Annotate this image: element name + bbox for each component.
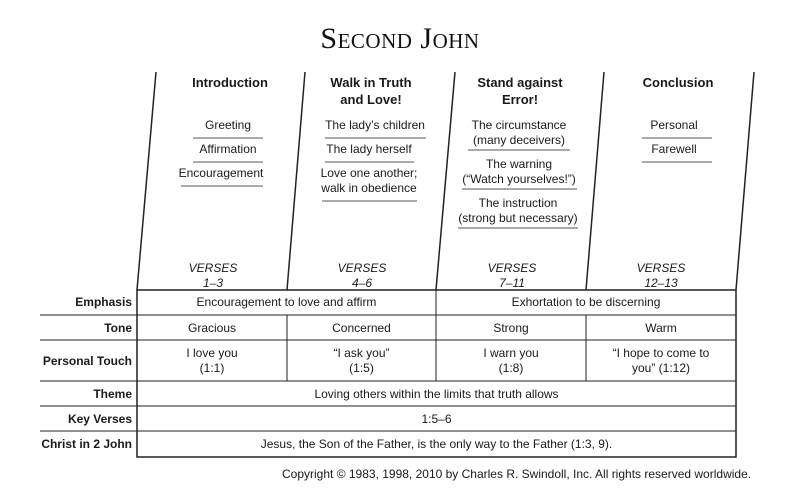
heading-line: Error! — [501, 92, 539, 107]
item-instruction — [443, 196, 593, 226]
cell-line: (1:5) — [349, 361, 374, 375]
item-affirmation: Affirmation — [199, 142, 257, 156]
row-label-tone: Tone — [104, 321, 132, 335]
item-line: (strong but necessary) — [458, 211, 578, 225]
verses-range: 12–13 — [644, 276, 678, 290]
cell-line: you” (1:12) — [631, 361, 691, 375]
personal-touch-cell — [137, 346, 287, 376]
cell-line: “I hope to come to — [612, 346, 710, 360]
cell-line: I warn you — [483, 346, 539, 360]
item-ladys-children: The lady’s children — [325, 118, 425, 132]
column-heading-introduction — [155, 74, 305, 91]
heading-line: Introduction — [192, 75, 268, 90]
column-heading-conclusion — [603, 74, 753, 91]
item-line: The instruction — [478, 196, 558, 210]
item-circumstance — [444, 118, 594, 148]
tone-cell: Warm — [645, 321, 677, 335]
item-warning — [444, 157, 594, 187]
verses-label: VERSES — [337, 261, 387, 275]
row-label-personal-touch: Personal Touch — [42, 354, 132, 368]
row-label-theme: Theme — [93, 387, 132, 401]
cell-line: (1:8) — [498, 361, 524, 375]
slant-divider-1 — [137, 72, 156, 290]
verses-label: VERSES — [636, 261, 686, 275]
item-line: The warning — [485, 157, 553, 171]
column-heading-walk-in-truth — [296, 74, 446, 108]
personal-touch-cell — [586, 346, 736, 376]
item-line: The circumstance — [471, 118, 567, 132]
verses-label: VERSES — [487, 261, 537, 275]
verses-range: 4–6 — [351, 276, 373, 290]
item-line: (many deceivers) — [472, 133, 566, 147]
heading-line: Stand against — [477, 75, 563, 90]
theme-value: Loving others within the limits that truth allows — [314, 387, 559, 401]
key-verses-value: 1:5–6 — [421, 412, 452, 426]
cell-line: (1:1) — [199, 361, 225, 375]
item-farewell: Farewell — [651, 142, 697, 156]
verses-label: VERSES — [188, 261, 238, 275]
slant-divider-5 — [736, 72, 754, 290]
heading-line: and Love! — [340, 92, 402, 107]
item-greeting: Greeting — [204, 118, 252, 132]
christ-value: Jesus, the Son of the Father, is the only way to the Father (1:3, 9). — [260, 437, 613, 451]
cell-line: I love you — [186, 346, 238, 360]
item-lady-herself: The lady herself — [326, 142, 412, 156]
cell-line: “I ask you” — [333, 346, 390, 360]
tone-cell: Concerned — [332, 321, 391, 335]
row-label-christ: Christ in 2 John — [41, 437, 132, 451]
heading-line: Walk in Truth — [330, 75, 412, 90]
personal-touch-cell — [436, 346, 586, 376]
item-personal: Personal — [650, 118, 698, 132]
item-line: walk in obedience — [321, 181, 417, 195]
emphasis-right: Exhortation to be discerning — [511, 295, 661, 309]
item-line: (“Watch yourselves!”) — [462, 172, 576, 186]
item-line: Love one another; — [320, 166, 418, 180]
row-label-key-verses: Key Verses — [67, 412, 132, 426]
verses-range: 7–11 — [499, 276, 525, 290]
column-heading-stand-against-error — [445, 74, 595, 108]
verses-range: 1–3 — [202, 276, 224, 290]
item-encouragement: Encouragement — [178, 166, 264, 180]
page-title: Second John — [320, 22, 480, 55]
tone-cell: Strong — [493, 321, 529, 335]
item-love-one-another — [294, 166, 444, 196]
personal-touch-cell — [287, 346, 436, 376]
copyright-notice: Copyright © 1983, 1998, 2010 by Charles R. Swindoll, Inc. All rights reserved worldwide. — [282, 467, 752, 481]
tone-cell: Gracious — [187, 321, 237, 335]
emphasis-left: Encouragement to love and affirm — [196, 295, 377, 309]
row-label-emphasis: Emphasis — [75, 295, 132, 309]
heading-line: Conclusion — [642, 75, 714, 90]
